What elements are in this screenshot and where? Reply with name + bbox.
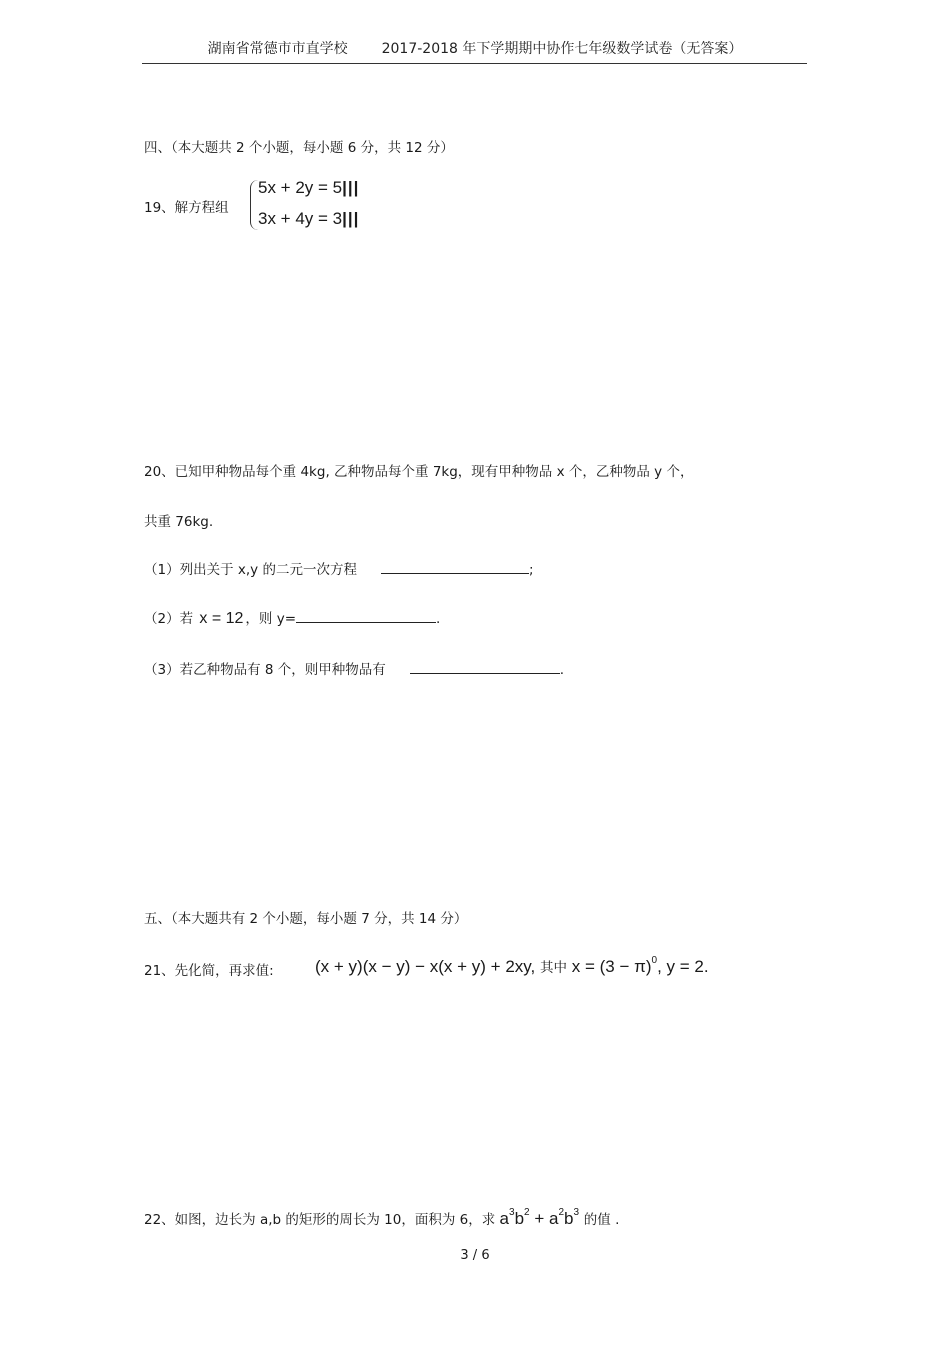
section-4-title: 四、（本大题共 2 个小题，每小题 6 分，共 12 分） xyxy=(144,140,454,156)
q19-label: 19、解方程组 xyxy=(144,200,229,216)
q20-part-1: （1）列出关于 x,y 的二元一次方程 ; xyxy=(144,558,534,578)
q20-line-1: 20、已知甲种物品每个重 4kg, 乙种物品每个重 7kg，现有甲种物品 x 个，乙种物品 y 个， xyxy=(144,464,694,480)
answer-blank-1[interactable] xyxy=(381,559,529,574)
header-rule xyxy=(142,63,807,64)
answer-blank-2[interactable] xyxy=(296,608,436,623)
section-5-title: 五、（本大题共有 2 个小题，每小题 7 分，共 14 分） xyxy=(144,911,468,927)
q20-part-3: （3）若乙种物品有 8 个，则甲种物品有 . xyxy=(144,658,564,678)
page-number: 3 / 6 xyxy=(460,1248,490,1263)
header-exam-title: 2017-2018 年下学期期中协作七年级数学试卷（无答案） xyxy=(381,41,743,57)
q21-expression: (x + y)(x − y) − x(x + y) + 2xy, 其中 $x = (3 - \pi)^0$, y = 2. xyxy=(315,955,709,976)
page-header xyxy=(0,38,950,58)
q19-equation-2: 3x + 4y = 3||| xyxy=(258,209,360,228)
header-school: 湖南省常德市市直学校 xyxy=(207,41,348,57)
q20-part-2: （2）若 x = 12 ，则 y= . xyxy=(144,610,441,627)
answer-blank-3[interactable] xyxy=(410,659,560,674)
q22-question: 22、如图，边长为 a,b 的矩形的周长为 10，面积为 6，求 $a^3b^2 + a^2b^3$ 的值 . xyxy=(144,1207,620,1228)
q22-expression: $a^3b^2 + a^2b^3$ xyxy=(499,1207,580,1228)
q21-label: 21、先化简，再求值: xyxy=(144,963,274,979)
q19-equation-1: 5x + 2y = 5||| xyxy=(258,178,360,197)
q20-line-2: 共重 76kg. xyxy=(144,514,214,530)
q20-x-value: x = 12 xyxy=(199,610,244,627)
